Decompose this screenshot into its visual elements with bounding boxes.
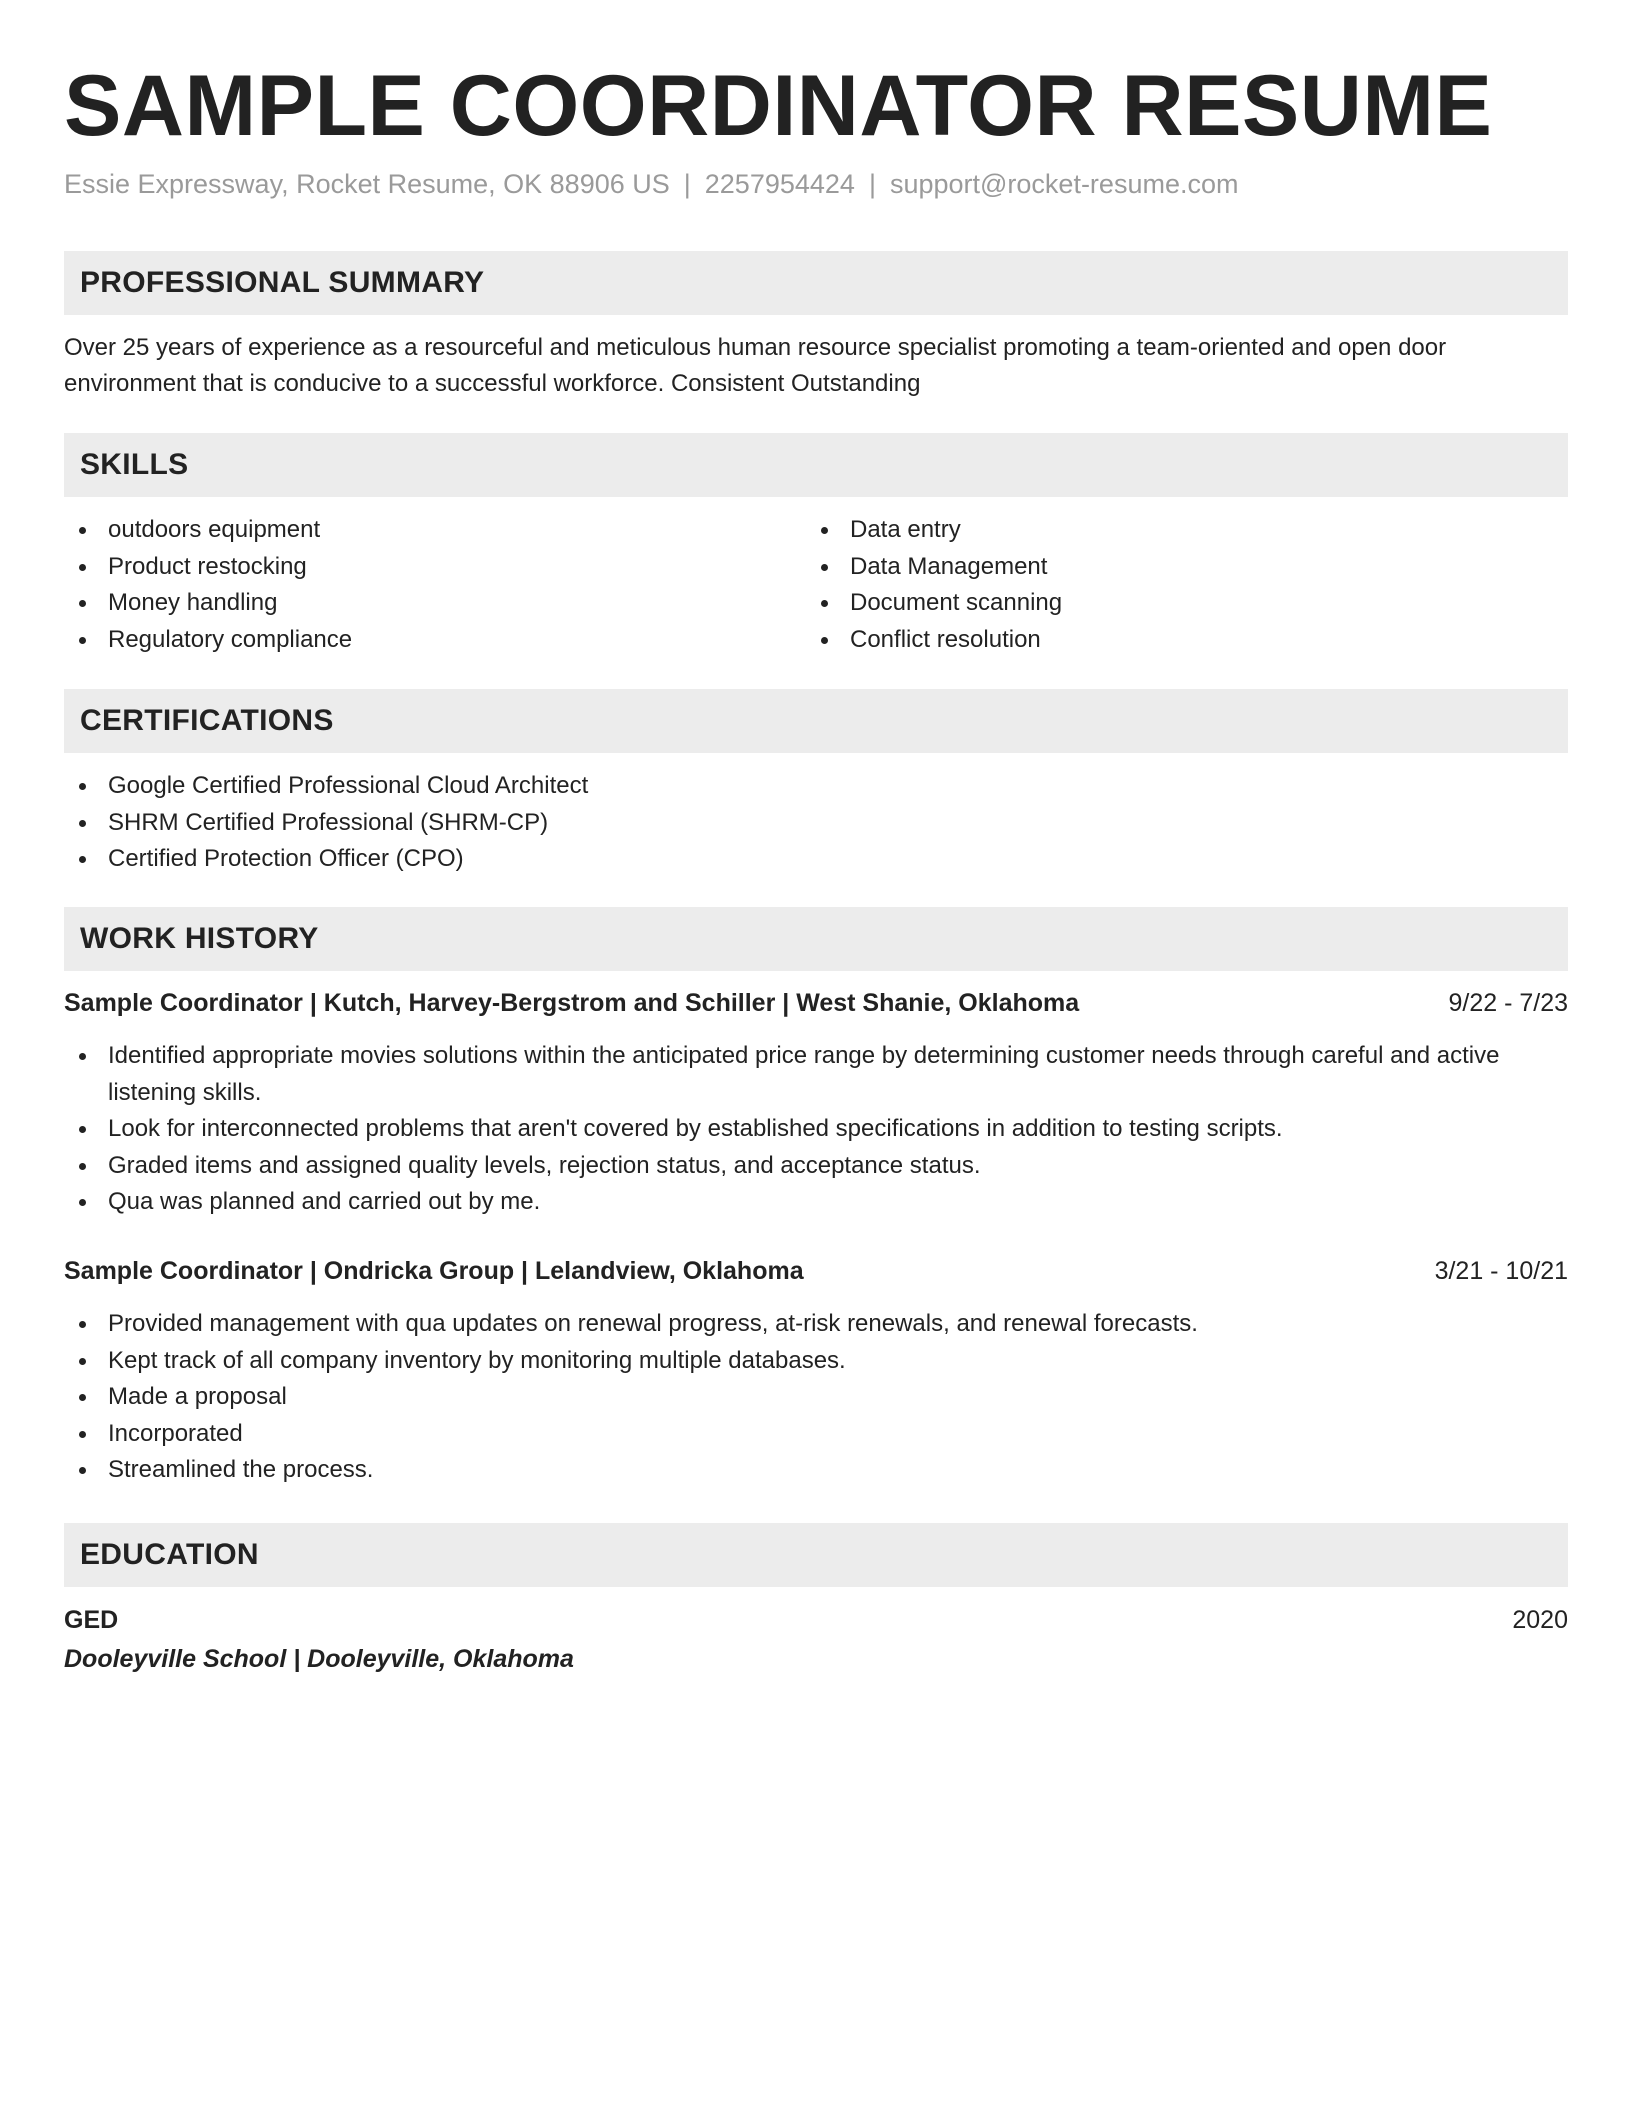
contact-separator: | (683, 169, 691, 199)
section-heading: EDUCATION (80, 1538, 259, 1571)
certification-item: SHRM Certified Professional (SHRM-CP) (64, 805, 1568, 842)
certification-item: Google Certified Professional Cloud Architect (64, 768, 1568, 805)
section-certifications (64, 689, 1568, 753)
job-bullet: Streamlined the process. (64, 1452, 1568, 1489)
section-professional-summary (64, 251, 1568, 315)
section-work-history (64, 907, 1568, 971)
resume-title: SAMPLE COORDINATOR RESUME (64, 58, 1493, 154)
section-heading: SKILLS (80, 448, 189, 481)
job-bullets (64, 1306, 1568, 1489)
skill-item: Money handling (64, 585, 764, 622)
job-dates: 3/21 - 10/21 (1434, 1257, 1568, 1285)
job-header (64, 1253, 1568, 1289)
education-year: 2020 (1512, 1606, 1568, 1634)
section-heading: CERTIFICATIONS (80, 704, 334, 737)
job-bullet: Qua was planned and carried out by me. (64, 1184, 1568, 1221)
skill-item: Regulatory compliance (64, 622, 764, 659)
job-bullet: Kept track of all company inventory by monitoring multiple databases. (64, 1343, 1568, 1380)
job-bullet: Identified appropriate movies solutions within the anticipated price range by determining customer needs through careful and active listening skills. (64, 1038, 1568, 1111)
contact-address: Essie Expressway, Rocket Resume, OK 88906 US (64, 169, 670, 199)
summary-text: Over 25 years of experience as a resourceful and meticulous human resource specialist promoting a team-oriented and open door environment that is conducive to a successful workforce. Consistent Outstanding (64, 334, 1447, 397)
skills-list-left (64, 512, 764, 658)
contact-line (64, 166, 1238, 202)
contact-phone: 2257954424 (704, 169, 855, 199)
section-heading: WORK HISTORY (80, 922, 319, 955)
skill-item: Data entry (806, 512, 1506, 549)
job-bullet: Made a proposal (64, 1379, 1568, 1416)
job-bullet: Look for interconnected problems that aren't covered by established specifications in addition to testing scripts. (64, 1111, 1568, 1148)
contact-separator: | (868, 169, 876, 199)
job-bullets (64, 1038, 1568, 1221)
education-school: Dooleyville School | Dooleyville, Oklahoma (64, 1645, 574, 1673)
skill-item: Product restocking (64, 549, 764, 586)
section-heading: PROFESSIONAL SUMMARY (80, 266, 485, 299)
certifications-list (64, 768, 1568, 878)
job-bullet: Incorporated (64, 1416, 1568, 1453)
certification-item: Certified Protection Officer (CPO) (64, 841, 1568, 878)
skill-item: outdoors equipment (64, 512, 764, 549)
skill-item: Document scanning (806, 585, 1506, 622)
job-bullet: Provided management with qua updates on renewal progress, at-risk renewals, and renewal forecasts. (64, 1306, 1568, 1343)
section-skills (64, 433, 1568, 497)
section-education (64, 1523, 1568, 1587)
education-degree: GED (64, 1606, 119, 1634)
education-header (64, 1602, 1568, 1638)
job-header (64, 985, 1568, 1021)
job-title: Sample Coordinator | Ondricka Group | Lelandview, Oklahoma (64, 1257, 804, 1285)
job-bullet: Graded items and assigned quality levels, rejection status, and acceptance status. (64, 1148, 1568, 1185)
job-dates: 9/22 - 7/23 (1448, 989, 1568, 1017)
contact-email: support@rocket-resume.com (889, 169, 1239, 199)
skill-item: Conflict resolution (806, 622, 1506, 659)
skill-item: Data Management (806, 549, 1506, 586)
skills-list-right (806, 512, 1506, 658)
job-title: Sample Coordinator | Kutch, Harvey-Bergstrom and Schiller | West Shanie, Oklahoma (64, 989, 1080, 1017)
